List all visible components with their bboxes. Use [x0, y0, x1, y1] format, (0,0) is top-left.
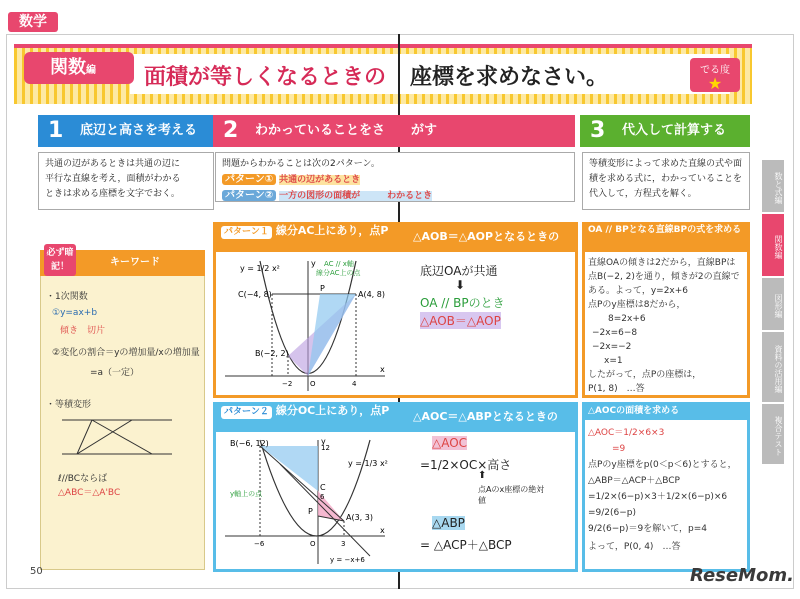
pattern-2-text: 一方の図形の面積が わかるとき: [279, 191, 433, 201]
pattern-2-header: [213, 402, 578, 432]
chapter-chip: [24, 52, 134, 84]
solution-2-line: =1/2×(6−p)×3＋1/2×(6−p)×6: [588, 492, 728, 502]
equal-area-diagram: [52, 412, 192, 462]
subject-tag: 数学: [8, 12, 58, 32]
graph-label: O: [310, 540, 316, 548]
solution-1-line: x=1: [604, 356, 623, 366]
graph-label: 4: [352, 380, 357, 388]
graph-label: −2: [282, 380, 293, 388]
graph-label: y: [321, 437, 326, 446]
step-2-num: 2: [223, 118, 239, 143]
keyword-line: ・1次関数: [46, 292, 88, 302]
solution-1-line: 8=2x+6: [608, 314, 646, 324]
keyword-line: ℓ//BCならば: [58, 474, 108, 484]
side-tab-numbers[interactable]: 数と式編: [762, 160, 784, 212]
side-tab-functions[interactable]: 関数編: [762, 214, 784, 276]
step-3-label: 代入して計算する: [622, 123, 727, 138]
frequency-badge: [690, 58, 740, 92]
pattern-1-tag: パターン①: [222, 174, 276, 185]
pattern-1-badge: パターン１: [221, 226, 272, 239]
pattern-2-graph: [220, 436, 390, 568]
pattern-1-title-left: 線分AC上にあり，点P: [275, 224, 389, 237]
pattern-2-text5: = △ACP＋△BCP: [420, 538, 512, 552]
keyword-line: =a（一定）: [90, 368, 140, 378]
chapter-name: 関数: [50, 57, 86, 78]
step-1-description: [38, 152, 214, 210]
side-tab-test[interactable]: 複合テスト: [762, 404, 784, 464]
graph-label: x: [380, 365, 385, 374]
solution-1-line: −2x=−2: [592, 342, 632, 352]
pattern-2-text1: △AOC: [432, 436, 468, 450]
graph-label: y = −x+6: [330, 556, 365, 564]
graph-label: 6: [320, 493, 325, 501]
solution-2-line: △AOC＝1/2×6×3: [588, 428, 665, 438]
side-tab-data[interactable]: 資料の活用編: [762, 332, 784, 402]
keyword-header: キーワード: [40, 250, 205, 276]
pattern-2-text3: 点Aのx座標の絶対値: [478, 485, 545, 505]
pattern-2-title-right: △AOC＝△ABPとなるときの: [413, 410, 558, 423]
solution-1-line: 点B(−2, 2)を通り，傾きが2の直線で: [588, 272, 740, 282]
solution-1-line: −2x=6−8: [592, 328, 638, 338]
step-3-description: [582, 152, 750, 210]
step-1-num: 1: [48, 118, 64, 143]
solution-2-line: =9/2(6−p): [588, 508, 637, 518]
graph-label: P: [308, 507, 313, 516]
graph-label: y: [311, 259, 316, 268]
pattern-2-title-left: 線分OC上にあり，点P: [275, 404, 390, 417]
graph-label: y = 1/3 x²: [348, 459, 388, 468]
step-3-desc-line: 代入して，方程式を解く。: [589, 189, 697, 199]
page-number: 50: [30, 566, 43, 577]
solution-2-line: =9: [612, 444, 626, 454]
graph-label: A(4, 8): [358, 290, 385, 299]
pattern-1-title-right: △AOB＝△AOPとなるときの: [413, 230, 560, 243]
graph-label: 12: [321, 444, 330, 452]
step-2-description: [215, 152, 575, 202]
keyword-line: 傾き 切片: [60, 326, 106, 336]
step-2-label: わかっていることをさ がす: [255, 123, 438, 138]
graph-label: C: [320, 483, 326, 492]
step-1-desc-line: ときは求める座標を文字でおく。: [45, 189, 180, 199]
side-tab-geometry[interactable]: 図形編: [762, 278, 784, 330]
keyword-line: △ABC＝△A'BC: [58, 488, 121, 498]
graph-label: P: [320, 284, 325, 293]
graph-label: B(−6, 12): [230, 439, 269, 448]
frequency-label: でる度: [700, 65, 730, 76]
pattern-1-text: 共通の辺があるとき: [279, 175, 361, 185]
headline-part1: 面積が等しくなるときの: [144, 65, 387, 90]
graph-label: B(−2, 2): [255, 349, 289, 358]
step-3-header: [580, 115, 750, 147]
solution-2-line: よって，P(0, 4) …答: [588, 542, 681, 552]
headline-part2: 座標を求めなさい。: [410, 65, 609, 90]
graph-label: A(3, 3): [346, 513, 373, 522]
graph-label: x: [380, 526, 385, 535]
solution-2-line: 点Pのy座標をp(0＜p＜6)とすると，: [588, 460, 737, 470]
solution-1-line: したがって，点Pの座標は，: [588, 370, 702, 380]
step-2-desc-line: 問題からわかることは次の2パターン。: [222, 159, 380, 169]
graph-label: C(−4, 8): [238, 290, 272, 299]
solution-1-line: 直線OAの傾きは2だから，直線BPは: [588, 258, 736, 268]
pattern-1-text1: 底辺OAが共通: [420, 264, 498, 278]
graph-label: O: [310, 380, 316, 388]
chapter-suffix: 編: [86, 65, 96, 76]
keyword-line: ①y=ax+b: [52, 308, 98, 318]
graph-label: AC // x軸: [324, 260, 354, 268]
step-1-desc-line: 共通の辺があるときは共通の辺に: [45, 159, 181, 169]
keyword-tag: 必ず暗記！: [44, 244, 76, 276]
star-icon: ★: [707, 74, 723, 93]
solution-1-line: P(1, 8) …答: [588, 384, 645, 394]
step-3-num: 3: [590, 118, 606, 143]
pattern-1-text2: OA // BPのとき: [420, 296, 505, 310]
pattern-2-badge: パターン２: [221, 406, 272, 419]
up-arrow-icon: ⬆: [478, 470, 487, 481]
solution-1-header: OA // BPとなる直線BPの式を求める: [582, 222, 750, 252]
step-2-header: [213, 115, 575, 147]
solution-2-header: △AOCの面積を求める: [582, 402, 750, 420]
pattern-2-text2: =1/2×OC×高さ: [420, 458, 512, 472]
pattern-2-tag: パターン②: [222, 190, 276, 201]
keyword-line: ②変化の割合＝yの増加量/xの増加量: [52, 348, 200, 358]
graph-label: −6: [254, 540, 265, 548]
solution-2-line: △ABP＝△ACP＋△BCP: [588, 476, 680, 486]
graph-label: y = 1/2 x²: [240, 264, 280, 273]
pattern-1-text3: △AOB＝△AOP: [420, 314, 501, 328]
watermark-logo: ReseMom.: [690, 565, 794, 586]
down-arrow-icon: ⬇: [455, 278, 466, 292]
graph-label: 3: [341, 540, 346, 548]
step-1-desc-line: 平行な直線を考え，面積がわかる: [45, 174, 181, 184]
step-3-desc-line: 等積変形によって求めた直線の式や面: [589, 159, 743, 169]
solution-2-line: 9/2(6−p)＝9を解いて，p=4: [588, 524, 708, 534]
step-1-label: 底辺と高さを考える: [80, 123, 198, 138]
keyword-line: ・等積変形: [46, 400, 92, 410]
pattern-1-header: [213, 222, 578, 252]
graph-label: 線分AC上の点: [316, 269, 361, 277]
step-3-desc-line: 積を求める式に，わかっていることを: [589, 174, 743, 184]
pattern-1-graph: [220, 256, 390, 394]
step-1-header: [38, 115, 216, 147]
graph-label: y軸上の点: [230, 490, 263, 498]
solution-1-line: 点Pのy座標は8だから，: [588, 300, 686, 310]
solution-1-line: ある。よって，y=2x+6: [588, 286, 689, 296]
pattern-2-text4: △ABP: [432, 516, 465, 530]
